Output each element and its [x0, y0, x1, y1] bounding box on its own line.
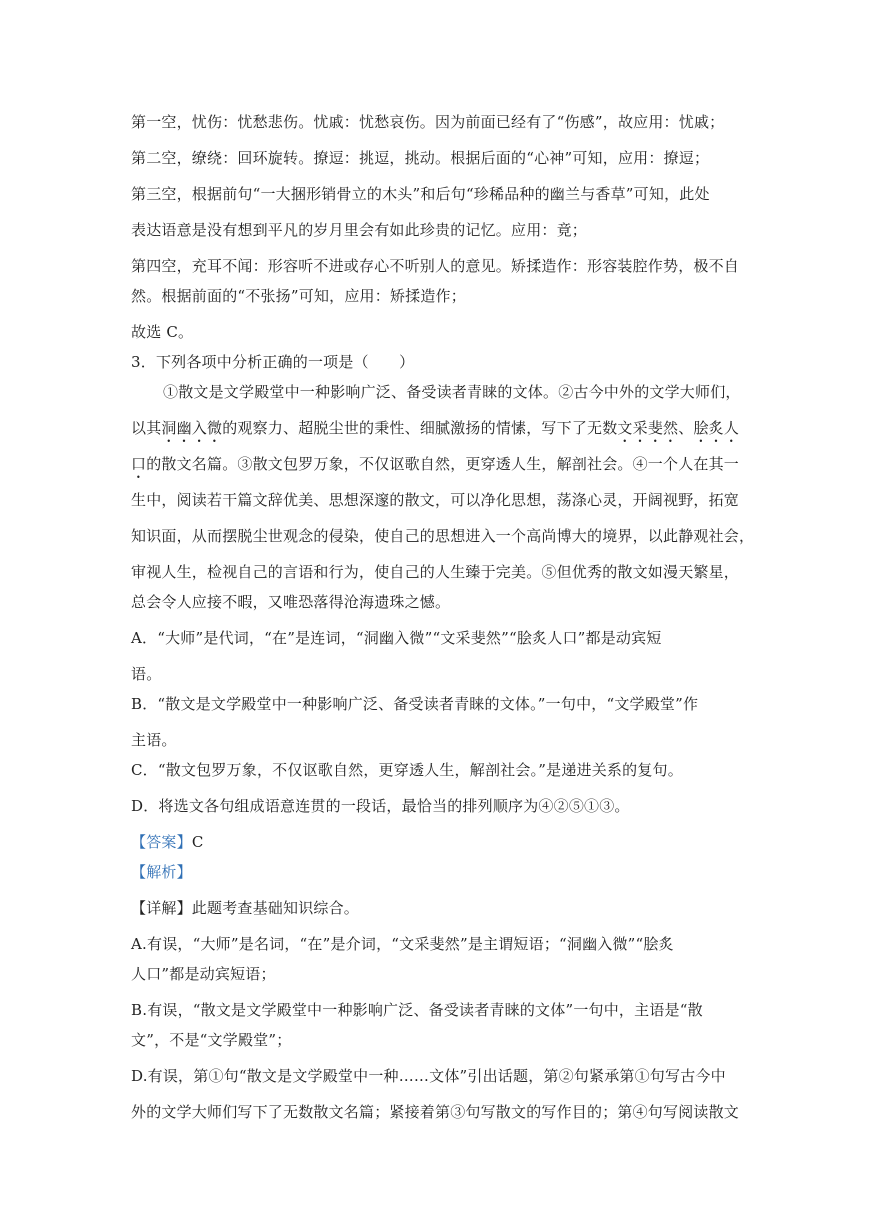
answer-label: 【答案】	[131, 833, 192, 851]
option-b: 主语。	[131, 731, 177, 749]
emphasis-phrase: 文采斐然	[617, 419, 679, 437]
text-line: 第一空，忧伤：忧愁悲伤。忧戚：忧愁哀伤。因为前面已经有了“伤感”，故应用：忧戚；	[131, 113, 725, 131]
analysis-label: 【解析】	[131, 863, 192, 881]
passage-line: 知识面，从而摆脱尘世观念的侵染，使自己的思想进入一个高尚博大的境界，以此静观社会，	[131, 527, 755, 545]
emphasis-phrase: 口	[131, 455, 147, 473]
question-stem: 3．下列各项中分析正确的一项是（ ）	[131, 353, 415, 371]
answer-value: C	[191, 833, 204, 851]
passage-text: 的观察力、超脱尘世的秉性、细腻激扬的情愫，写下了无数	[222, 419, 618, 437]
detail-line: 【详解】此题考查基础知识综合。	[131, 899, 360, 917]
option-a: 语。	[131, 665, 162, 683]
detail-line: A.有误，“大师”是名词，“在”是介词，“文采斐然”是主谓短语；“洞幽入微”“脍炙	[131, 935, 674, 953]
passage-line	[131, 418, 739, 446]
passage-text: 以其	[131, 419, 162, 437]
text-line: 第四空，充耳不闻：形容听不进或存心不听别人的意见。矫揉造作：形容装腔作势，极不自	[131, 257, 740, 275]
option-a: A．“大师”是代词，“在”是连词，“洞幽入微”“文采斐然”“脍炙人口”都是动宾短	[131, 629, 662, 647]
passage-line	[131, 454, 739, 482]
text-line: 第二空，缭绕：回环旋转。撩逗：挑逗，挑动。根据后面的“心神”可知，应用：撩逗；	[131, 149, 710, 167]
emphasis-phrase: 洞幽入微	[161, 419, 223, 437]
option-c: C．“散文包罗万象，不仅讴歌自然，更穿透人生，解剖社会。”是递进关系的复句。	[131, 761, 683, 779]
passage-line: 审视人生，检视自己的言语和行为，使自己的人生臻于完美。⑤但优秀的散文如漫天繁星，	[131, 563, 740, 581]
option-d: D．将选文各句组成语意连贯的一段话，最恰当的排列顺序为④②⑤①③。	[131, 797, 630, 815]
detail-line: 外的文学大师们写下了无数散文名篇；紧接着第③句写散文的写作目的；第④句写阅读散文	[131, 1103, 740, 1121]
detail-line: D.有误，第①句“散文是文学殿堂中一种……文体”引出话题，第②句紧承第①句写古今中	[131, 1067, 726, 1085]
text-line: 故选 C。	[131, 323, 194, 341]
option-b: B．“散文是文学殿堂中一种影响广泛、备受读者青睐的文体。”一句中，“文学殿堂”作	[131, 695, 699, 713]
passage-line: 总会令人应接不暇，又唯恐落得沧海遗珠之憾。	[131, 593, 451, 611]
text-line: 然。根据前面的“不张扬”可知，应用：矫揉造作；	[131, 287, 466, 305]
answer-line	[131, 832, 204, 852]
detail-line: 文”，不是“文学殿堂”；	[131, 1031, 292, 1049]
text-line: 第三空，根据前句“一大捆形销骨立的木头”和后句“珍稀品种的幽兰与香草”可知，此处	[131, 185, 710, 203]
passage-text: 、	[678, 419, 694, 437]
text-line: 表达语意是没有想到平凡的岁月里会有如此珍贵的记忆。应用：竟；	[131, 221, 588, 239]
emphasis-phrase: 脍炙人	[693, 419, 740, 437]
detail-line: 人口”都是动宾短语；	[131, 965, 276, 983]
passage-line: ①散文是文学殿堂中一种影响广泛、备受读者青睐的文体。②古今中外的文学大师们，	[163, 383, 741, 401]
detail-line: B.有误，“散文是文学殿堂中一种影响广泛、备受读者青睐的文体”一句中，主语是“散	[131, 1001, 703, 1019]
passage-text: 的散文名篇。③散文包罗万象，不仅讴歌自然，更穿透人生，解剖社会。④一个人在其一	[146, 455, 740, 473]
passage-line: 生中，阅读若干篇文辞优美、思想深邃的散文，可以净化思想，荡涤心灵，开阔视野，拓宽	[131, 491, 740, 509]
